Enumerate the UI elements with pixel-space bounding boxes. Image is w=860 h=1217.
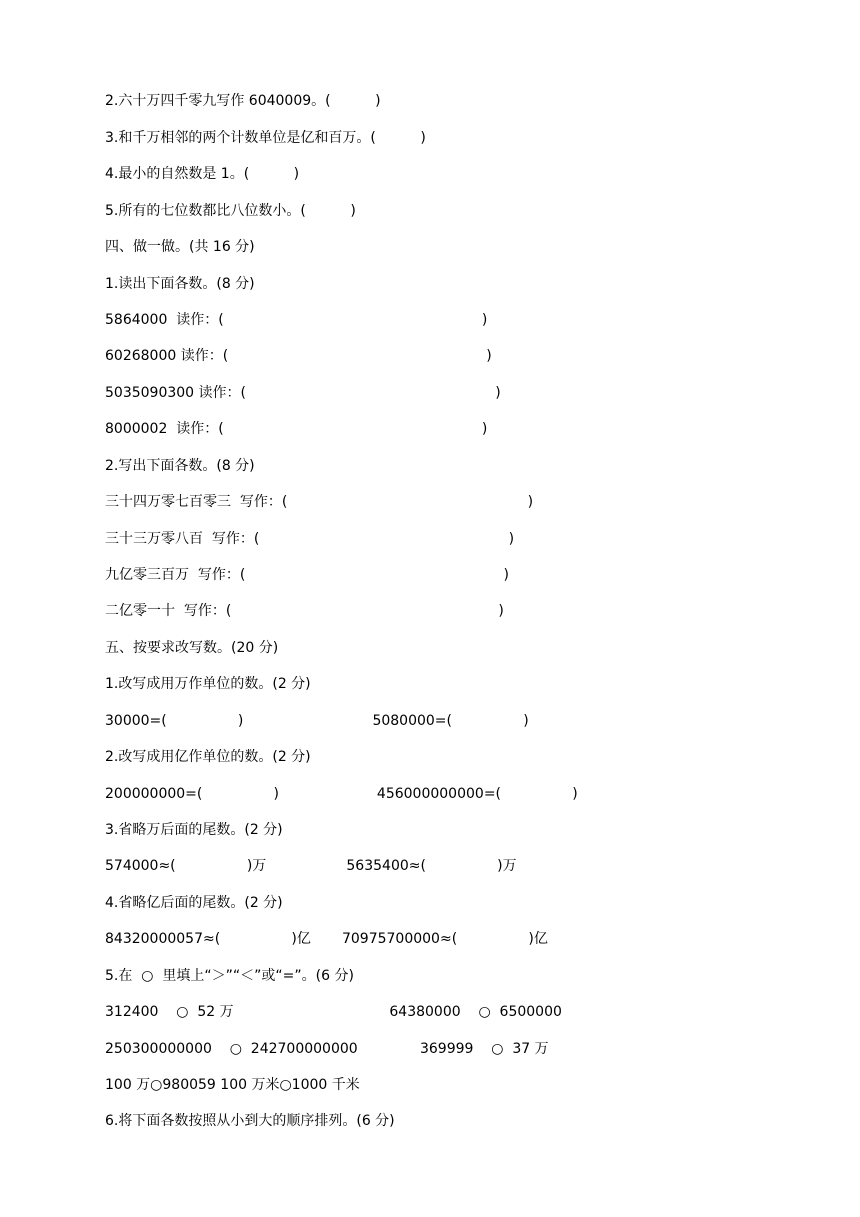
question-heading: 4.省略亿后面的尾数。(2 分) [105,895,283,911]
question-line: 3.和千万相邻的两个计数单位是亿和百万。( ) [105,130,426,146]
question-line: 5035090300 读作：( ) [105,385,501,401]
question-line: 250300000000 ○ 242700000000 369999 ○ 37 万 [105,1041,549,1057]
question-heading: 1.改写成用万作单位的数。(2 分) [105,676,311,692]
question-line: 2.六十万四千零九写作 6040009。( ) [105,93,381,109]
question-heading: 1.读出下面各数。(8 分) [105,276,255,292]
question-heading: 2.改写成用亿作单位的数。(2 分) [105,749,311,765]
question-line: 三十三万零八百 写作：( ) [105,531,515,547]
question-line: 二亿零一十 写作：( ) [105,603,504,619]
question-line: 574000≈( )万 5635400≈( )万 [105,858,517,874]
question-heading: 3.省略万后面的尾数。(2 分) [105,822,283,838]
section-heading: 四、做一做。(共 16 分) [105,239,255,255]
question-line: 5.所有的七位数都比八位数小。( ) [105,203,356,219]
question-line: 4.最小的自然数是 1。( ) [105,166,300,182]
question-heading: 2.写出下面各数。(8 分) [105,458,255,474]
question-line: 60268000 读作：( ) [105,348,492,364]
question-line: 200000000=( ) 456000000000=( ) [105,786,578,802]
question-line: 三十四万零七百零三 写作：( ) [105,494,534,510]
question-line: 84320000057≈( )亿 70975700000≈( )亿 [105,931,548,947]
question-heading: 5.在 ○ 里填上“＞”“＜”或“=”。(6 分) [105,968,354,984]
section-heading: 五、按要求改写数。(20 分) [105,640,279,656]
question-heading: 6.将下面各数按照从小到大的顺序排列。(6 分) [105,1113,395,1129]
question-line: 100 万○980059 100 万米○1000 千米 [105,1077,360,1093]
question-line: 30000=( ) 5080000=( ) [105,713,529,729]
question-line: 5864000 读作：( ) [105,312,488,328]
question-line: 8000002 读作：( ) [105,421,488,437]
question-line: 312400 ○ 52 万 64380000 ○ 6500000 [105,1004,562,1020]
question-line: 九亿零三百万 写作：( ) [105,567,509,583]
